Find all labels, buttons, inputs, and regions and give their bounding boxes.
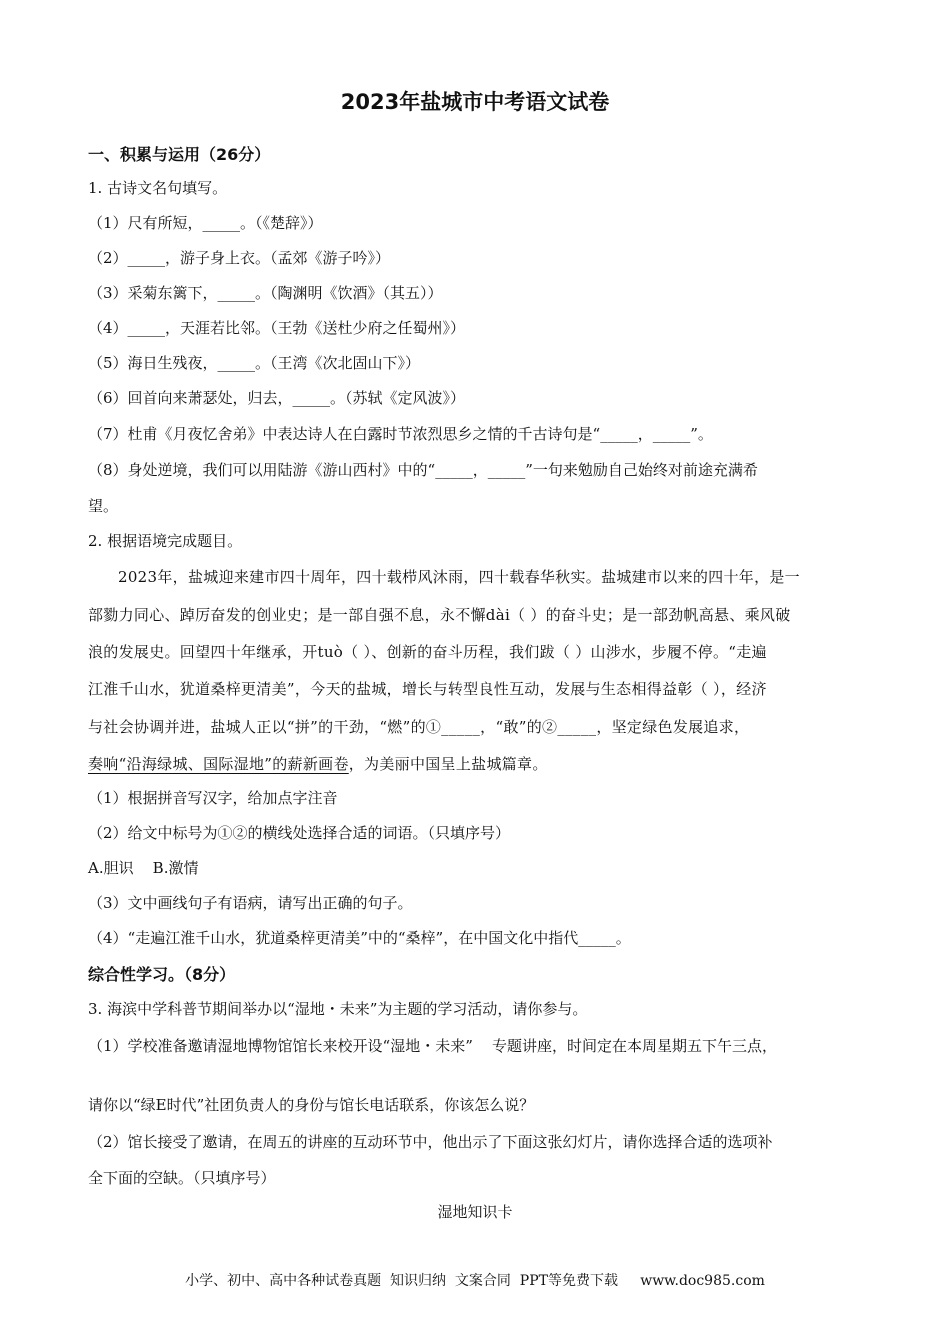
question-2-stem: 2. 根据语境完成题目。 [88,532,243,550]
question-1-item-8: （8）身处逆境，我们可以用陆游《游山西村》中的“_____，_____”一句来勉励自己始终对前途充满希 [88,461,758,479]
underlined-sentence: 奏响“沿海绿城、国际湿地”的薪新画卷 [88,755,349,773]
question-3-item-1: （1）学校准备邀请湿地博物馆馆长来校开设“湿地・未来” 专题讲座，时间定在本周星期五下午三点， [88,1037,777,1055]
section-heading-1: 一、积累与运用（26分） [88,145,271,164]
question-1-item-8-continued: 望。 [88,497,119,515]
question-2-options: A.胆识 B.激情 [88,859,199,877]
question-1-item-4: （4）_____，天涯若比邻。（王勃《送杜少府之任蜀州》） [88,319,466,337]
question-3-item-2: （2）馆长接受了邀请，在周五的讲座的互动环节中，他出示了下面这张幻灯片，请你选择合适的选项补 [88,1133,773,1151]
question-2-passage-line-2: 部勠力同心、踔厉奋发的创业史；是一部自强不息，永不懈dài（ ）的奋斗史；是一部劲帆高悬、乘风破 [88,606,791,624]
page-footer: 小学、初中、高中各种试卷真题 知识归纳 文案合同 PPT等免费下载 www.doc985.com [185,1273,765,1289]
question-2-passage-line-6 [88,753,868,774]
question-1-item-6: （6）回首向来萧瑟处，归去，_____。（苏轼《定风波》） [88,389,466,407]
question-2-passage-line-4: 江淮千山水，犹道桑梓更清美”，今天的盐城，增长与转型良性互动，发展与生态相得益彰（ ），经济 [88,680,767,698]
question-1-item-3: （3）采菊东篱下，_____。（陶渊明《饮酒》（其五）） [88,284,443,302]
question-2-item-1: （1）根据拼音写汉字，给加点字注音 [88,789,338,807]
section-heading-2: 综合性学习。（8分） [88,965,236,984]
passage-ending: ，为美丽中国呈上盐城篇章。 [348,755,548,773]
question-2-item-2: （2）给文中标号为①②的横线处选择合适的词语。（只填序号） [88,824,511,842]
question-2-passage-line-1: 2023年，盐城迎来建市四十周年，四十载栉风沐雨，四十载春华秋实。盐城建市以来的四十年，是一 [118,568,800,586]
question-1-item-7: （7）杜甫《月夜忆舍弟》中表达诗人在白露时节浓烈思乡之情的千古诗句是“_____，_____”。 [88,425,713,443]
question-3-stem: 3. 海滨中学科普节期间举办以“湿地・未来”为主题的学习活动，请你参与。 [88,1000,588,1018]
question-2-item-4: （4）“走遍江淮千山水，犹道桑梓更清美”中的“桑梓”，在中国文化中指代_____。 [88,929,631,947]
question-2-passage-line-3: 浪的发展史。回望四十年继承，开tuò（ ）、创新的奋斗历程，我们跋（ ）山涉水，步履不停。“走遍 [88,643,767,661]
question-2-item-3: （3）文中画线句子有语病，请写出正确的句子。 [88,894,413,912]
question-1-item-1: （1）尺有所短，_____。（《楚辞》） [88,214,323,232]
page-title: 2023年盐城市中考语文试卷 [340,90,610,114]
knowledge-card-title: 湿地知识卡 [437,1203,513,1221]
question-1-item-5: （5）海日生残夜，_____。（王湾《次北固山下》） [88,354,421,372]
question-2-passage-line-5: 与社会协调并进，盐城人正以“拼”的干劲，“燃”的①_____，“敢”的②_____，坚定绿色发展追求， [88,718,750,736]
question-3-item-1-continued: 请你以“绿E时代”社团负责人的身份与馆长电话联系，你该怎么说？ [88,1096,535,1114]
question-3-item-2-continued: 全下面的空缺。（只填序号） [88,1169,276,1187]
question-1-stem: 1. 古诗文名句填写。 [88,179,228,197]
question-1-item-2: （2）_____，游子身上衣。（孟郊《游子吟》） [88,249,391,267]
